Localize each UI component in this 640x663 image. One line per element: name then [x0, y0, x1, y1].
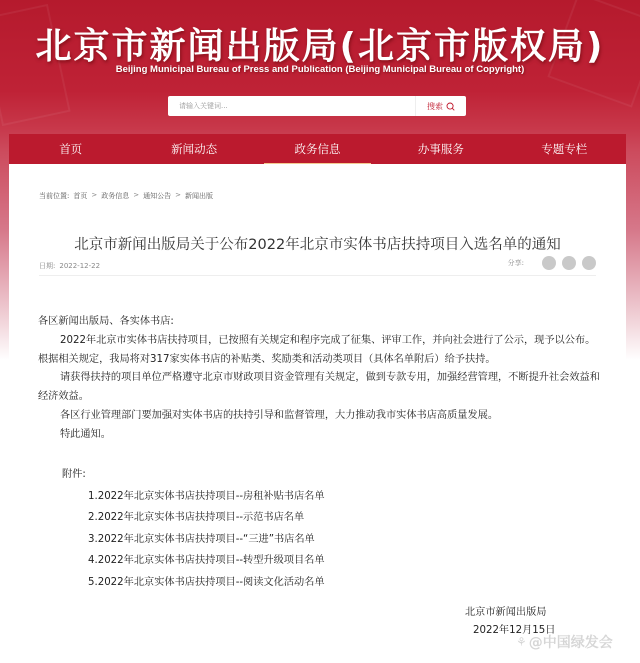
nav-item-label: 办事服务 — [417, 142, 464, 156]
date-value: 2022-12-22 — [59, 262, 101, 270]
signature-org: 北京市新闻出版局 — [465, 607, 547, 618]
attachment-list — [88, 486, 325, 594]
search-input[interactable] — [168, 96, 415, 116]
attachment-link[interactable]: 4.2022年北京实体书店扶持项目--转型升级项目名单 — [88, 555, 325, 567]
breadcrumb-item-press[interactable]: 新闻出版 — [184, 192, 213, 200]
nav-item-services[interactable] — [379, 134, 502, 164]
article-date — [39, 261, 100, 271]
search-button-label: 搜索 — [427, 101, 443, 111]
attachment-link[interactable]: 2.2022年北京实体书店扶持项目--示范书店名单 — [88, 512, 305, 524]
search-icon — [446, 102, 455, 111]
watermark — [516, 632, 613, 652]
breadcrumb-item-notices[interactable]: 通知公告 — [143, 192, 172, 200]
main-nav — [9, 134, 626, 164]
article-title: 北京市新闻出版局关于公布2022年北京市实体书店扶持项目入选名单的通知 — [74, 237, 561, 253]
breadcrumb-separator: > — [91, 191, 98, 199]
share-icon-1[interactable] — [542, 256, 556, 270]
share-bar — [508, 256, 596, 270]
breadcrumb-item-home[interactable]: 首页 — [73, 192, 88, 200]
paragraph: 特此通知。 — [60, 428, 111, 440]
nav-item-label: 新闻动态 — [171, 142, 218, 156]
baidu-paw-icon: ⚘ — [516, 635, 527, 649]
breadcrumb-separator: > — [133, 191, 140, 199]
paragraph: 2022年北京市实体书店扶持项目，已按照有关规定和程序完成了征集、评审工作，并向社会进行了公示，现予以公布。根据相关规定，我局将对317家实体书店的补贴类、奖励类和活动类项目（具体名单附后）给予扶持。 — [38, 334, 596, 365]
salutation: 各区新闻出版局、各实体书店: — [38, 316, 174, 327]
site-subtitle: Beijing Municipal Bureau of Press and Publication (Beijing Municipal Bureau of Copyright) — [115, 64, 525, 75]
article-body — [38, 313, 603, 445]
signature-date: 2022年12月15日 — [473, 625, 556, 636]
paragraph: 请获得扶持的项目单位严格遵守北京市财政项目资金管理有关规定，做到专款专用，加强经营管理，不断提升社会效益和经济效益。 — [38, 372, 600, 403]
nav-item-label: 专题专栏 — [541, 142, 588, 156]
attachment-link[interactable]: 1.2022年北京实体书店扶持项目--房租补贴书店名单 — [88, 490, 325, 502]
nav-item-label: 政务信息 — [294, 142, 341, 156]
share-icon-3[interactable] — [582, 256, 596, 270]
share-icon-2[interactable] — [562, 256, 576, 270]
search-box — [168, 96, 466, 116]
article-meta — [39, 258, 596, 276]
paragraph: 各区行业管理部门要加强对实体书店的扶持引导和监督管理，大力推动我市实体书店高质量发展。 — [60, 409, 499, 421]
breadcrumb-item-government-info[interactable]: 政务信息 — [101, 192, 130, 200]
attachment-link[interactable]: 5.2022年北京实体书店扶持项目--阅读文化活动名单 — [88, 576, 325, 588]
breadcrumb — [39, 191, 213, 201]
breadcrumb-separator: > — [175, 191, 181, 199]
search-button[interactable] — [415, 96, 466, 116]
date-label: 日期: — [39, 262, 56, 270]
attachment-link[interactable]: 3.2022年北京实体书店扶持项目--“三进”书店名单 — [88, 533, 315, 545]
share-label: 分享: — [507, 259, 524, 267]
site-title: 北京市新闻出版局(北京市版权局) — [35, 26, 605, 67]
nav-item-news[interactable] — [132, 134, 255, 164]
site-banner — [0, 0, 640, 130]
breadcrumb-prefix: 当前位置: — [39, 192, 70, 200]
nav-item-label: 首页 — [59, 142, 83, 156]
content-area — [9, 164, 626, 663]
attachments-label: 附件: — [62, 469, 86, 480]
nav-item-home[interactable] — [9, 134, 132, 164]
watermark-text: @中国绿发会 — [528, 635, 613, 651]
nav-item-topics[interactable] — [503, 134, 626, 164]
attachments — [62, 464, 325, 594]
nav-item-government-info[interactable] — [256, 134, 379, 164]
